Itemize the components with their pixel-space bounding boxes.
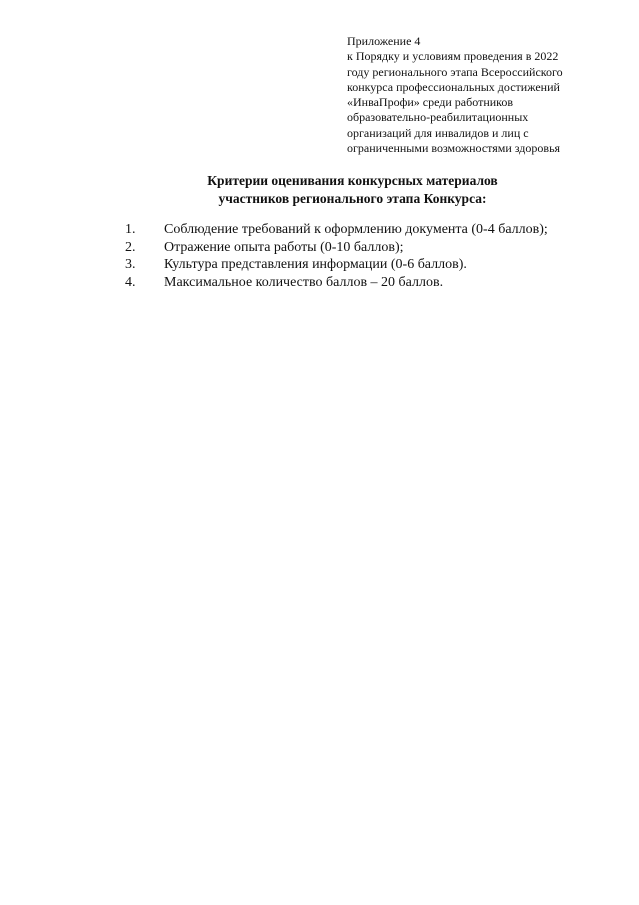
list-item-number: 3. bbox=[125, 257, 136, 272]
list-item-text: Максимальное количество баллов – 20 баллов. bbox=[164, 274, 444, 290]
list-item bbox=[125, 256, 605, 274]
list-item-text: Культура представления информации (0-6 баллов). bbox=[164, 257, 467, 272]
list-item-text: Отражение опыта работы (0-10 баллов); bbox=[164, 239, 404, 255]
document-title bbox=[0, 172, 639, 208]
appendix-line: конкурса профессиональных достижений bbox=[347, 79, 560, 94]
appendix-line: году регионального этапа Всероссийского bbox=[347, 64, 563, 79]
list-item-number: 4. bbox=[125, 274, 136, 290]
title-line-1: Критерии оценивания конкурсных материалов bbox=[207, 173, 498, 188]
list-item-number: 2. bbox=[125, 239, 136, 255]
appendix-line: к Порядку и условиям проведения в 2022 bbox=[347, 49, 559, 64]
list-item-text: Соблюдение требований к оформлению документа (0-4 баллов); bbox=[164, 222, 548, 237]
appendix-note bbox=[347, 34, 607, 156]
appendix-line: образовательно-реабилитационных bbox=[347, 110, 529, 125]
list-item bbox=[125, 239, 605, 257]
list-item bbox=[125, 274, 605, 292]
appendix-line: «ИнваПрофи» среди работников bbox=[347, 95, 514, 110]
title-line-2: участников регионального этапа Конкурса: bbox=[218, 191, 487, 206]
list-item-number: 1. bbox=[125, 222, 136, 237]
list-item bbox=[125, 221, 605, 239]
appendix-line: ограниченными возможностями здоровья bbox=[347, 141, 561, 156]
appendix-line: Приложение 4 bbox=[347, 34, 421, 48]
appendix-line: организаций для инвалидов и лиц с bbox=[347, 125, 529, 140]
criteria-list bbox=[125, 221, 605, 291]
